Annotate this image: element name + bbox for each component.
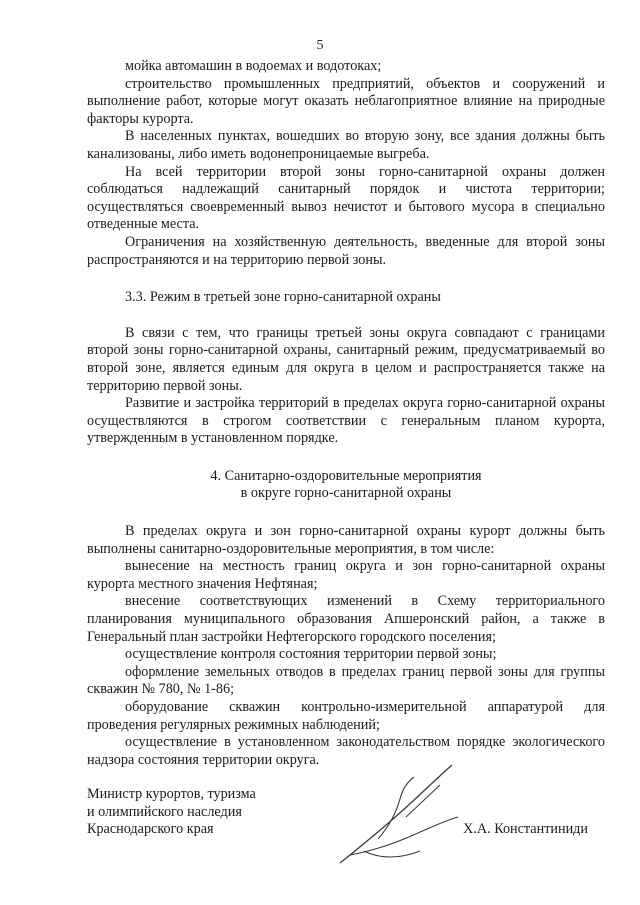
signer-position-line2: и олимпийского наследия <box>87 803 242 820</box>
paragraph: В связи с тем, что границы третьей зоны округа совпадают с границами второй зоны горно-санитарной охраны, санитарный режим, предусматриваемый во второй зоне, является единым для округа в целом и распространяется также на территорию первой зоны. <box>87 324 605 394</box>
document-body <box>87 58 605 769</box>
paragraph: В пределах округа и зон горно-санитарной охраны курорт должны быть выполнены санитарно-оздоровительные мероприятия, в том числе: <box>87 523 605 557</box>
section-heading-3-3: 3.3. Режим в третьей зоне горно-санитарной охраны <box>125 289 441 306</box>
list-item: осуществление контроля состояния территории первой зоны; <box>125 646 497 663</box>
paragraph: Развитие и застройка территорий в пределах округа горно-санитарной охраны осуществляются в строгом соответствии с генеральным планом курорта, утвержденным в установленном порядке. <box>87 395 605 447</box>
paragraph: На всей территории второй зоны горно-санитарной охраны должен соблюдаться надлежащий санитарный порядок и чистота территории; осуществляться своевременный вывоз нечистот и бытового мусора в специально отведенные места. <box>87 163 605 233</box>
section-heading-4 <box>87 468 605 503</box>
signer-position-line1: Министр курортов, туризма <box>87 786 256 802</box>
section-heading-4-line2: в округе горно-санитарной охраны <box>240 485 452 502</box>
list-item: вынесение на местность границ округа и зон горно-санитарной охраны курорта местного значения Нефтяная; <box>87 558 605 592</box>
signer-name: Х.А. Константиниди <box>463 821 588 837</box>
signer-position-line3: Краснодарского края <box>87 821 214 838</box>
section-heading-4-line1: 4. Санитарно-оздоровительные мероприятия <box>210 467 482 484</box>
signer-position <box>87 786 256 839</box>
list-item: оформление земельных отводов в пределах границ первой зоны для группы скважин № 780, № 1-86; <box>87 663 605 698</box>
list-item: осуществление в установленном законодательством порядке экологического надзора состояния территории округа. <box>87 734 605 768</box>
paragraph: мойка автомашин в водоемах и водотоках; <box>125 58 382 74</box>
list-item: оборудование скважин контрольно-измерительной аппаратурой для проведения регулярных режимных наблюдений; <box>87 699 605 733</box>
paragraph: Ограничения на хозяйственную деятельность, введенные для второй зоны распространяются и на территорию первой зоны. <box>87 233 605 268</box>
handwritten-signature <box>320 755 480 875</box>
list-item: внесение соответствующих изменений в Схему территориального планирования муниципального образования Апшеронский район, а также в Генеральный план застройки Нефтегорского городского поселения; <box>87 593 605 645</box>
page-number: 5 <box>316 38 324 53</box>
paragraph: В населенных пунктах, вошедших во вторую зону, все здания должны быть канализованы, либо иметь водонепроницаемые выгреба. <box>87 128 605 162</box>
paragraph: строительство промышленных предприятий, объектов и сооружений и выполнение работ, которые могут оказать неблагоприятное влияние на природные факторы курорта. <box>87 75 605 127</box>
